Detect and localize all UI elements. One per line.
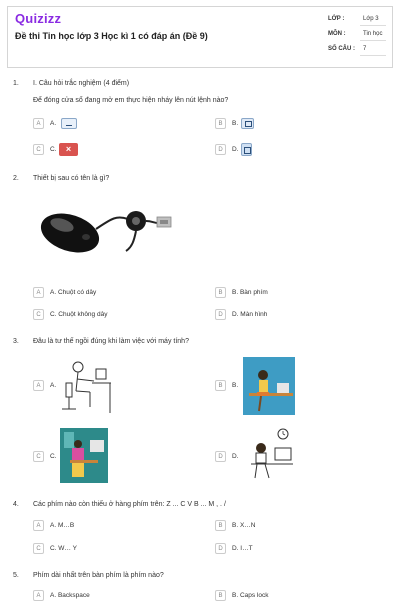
socau-underline xyxy=(360,55,386,56)
socau-value: 7 xyxy=(363,46,367,52)
option-letter-box: D xyxy=(215,144,226,155)
option-label: A. M…B xyxy=(50,522,75,529)
option-letter-box: B xyxy=(215,118,226,129)
option-label: C. Chuột không dây xyxy=(50,311,108,318)
question-number: 1. xyxy=(13,80,19,87)
question-text: Phím dài nhất trên bàn phím là phím nào? xyxy=(33,572,164,579)
option-label: D. xyxy=(232,146,239,153)
option-letter-box: A xyxy=(33,380,44,391)
option-label: C. W… Y xyxy=(50,545,77,552)
option-letter-box: B xyxy=(215,287,226,298)
option-letter-box: C xyxy=(33,451,44,462)
socau-label: SỐ CÂU : xyxy=(328,46,355,52)
option-label: A. xyxy=(50,382,57,389)
section-heading: I. Câu hỏi trắc nghiệm (4 điểm) xyxy=(33,80,130,87)
usb-mouse-image xyxy=(36,201,174,263)
option-letter-box: C xyxy=(33,309,44,320)
worksheet-title: Đề thi Tin học lớp 3 Học kì 1 có đáp án (Đề 9) xyxy=(15,31,208,41)
option-label: D. Màn hình xyxy=(232,311,268,318)
minimize-icon xyxy=(61,118,77,129)
option-label: A. xyxy=(50,120,57,127)
question-number: 3. xyxy=(13,338,19,345)
option-label: A. Backspace xyxy=(50,592,90,599)
option-letter-box: B xyxy=(215,520,226,531)
option-letter-box: C xyxy=(33,144,44,155)
option-label: D. I…T xyxy=(232,545,253,552)
lop-underline xyxy=(360,25,386,26)
option-label: C. xyxy=(50,453,57,460)
question-number: 5. xyxy=(13,572,19,579)
quizizz-logo: Quizizz xyxy=(15,11,62,26)
option-letter-box: A xyxy=(33,520,44,531)
option-letter-box: C xyxy=(33,543,44,554)
option-label: B. xyxy=(232,120,239,127)
option-letter-box: D xyxy=(215,309,226,320)
option-letter-box: B xyxy=(215,380,226,391)
posture-sketch-a-image xyxy=(56,357,112,415)
question-number: 4. xyxy=(13,501,19,508)
option-label: B. xyxy=(232,382,239,389)
question-text: Các phím nào còn thiếu ở hàng phím trên: Z ... C V B ... M , . / xyxy=(33,501,226,508)
mon-underline xyxy=(360,40,386,41)
question-text: Thiết bị sau có tên là gì? xyxy=(33,175,110,182)
option-label: B. Caps lock xyxy=(232,592,269,599)
posture-illustration-d-image xyxy=(245,428,295,480)
option-letter-box: A xyxy=(33,118,44,129)
posture-illustration-b-image xyxy=(243,357,295,415)
option-letter-box: A xyxy=(33,287,44,298)
mon-label: MÔN : xyxy=(328,31,346,37)
question-text: Để đóng cửa sổ đang mở em thực hiện nháy lên nút lệnh nào? xyxy=(33,97,229,104)
lop-value: Lớp 3 xyxy=(363,16,379,22)
restore-icon xyxy=(241,118,254,129)
option-letter-box: B xyxy=(215,590,226,601)
close-x-icon: × xyxy=(59,143,78,156)
option-letter-box: A xyxy=(33,590,44,601)
question-text: Đâu là tư thế ngồi đúng khi làm việc với máy tính? xyxy=(33,338,189,345)
option-label: D. xyxy=(232,453,239,460)
option-letter-box: D xyxy=(215,543,226,554)
question-number: 2. xyxy=(13,175,19,182)
lop-label: LỚP : xyxy=(328,16,345,22)
option-label: C. xyxy=(50,146,57,153)
maximize-icon xyxy=(241,143,252,156)
option-label: A. Chuột có dây xyxy=(50,289,97,296)
option-label: B. X…N xyxy=(232,522,256,529)
option-label: B. Bàn phím xyxy=(232,289,268,296)
option-letter-box: D xyxy=(215,451,226,462)
mon-value: Tin học xyxy=(363,31,383,37)
posture-illustration-c-image xyxy=(60,428,108,483)
